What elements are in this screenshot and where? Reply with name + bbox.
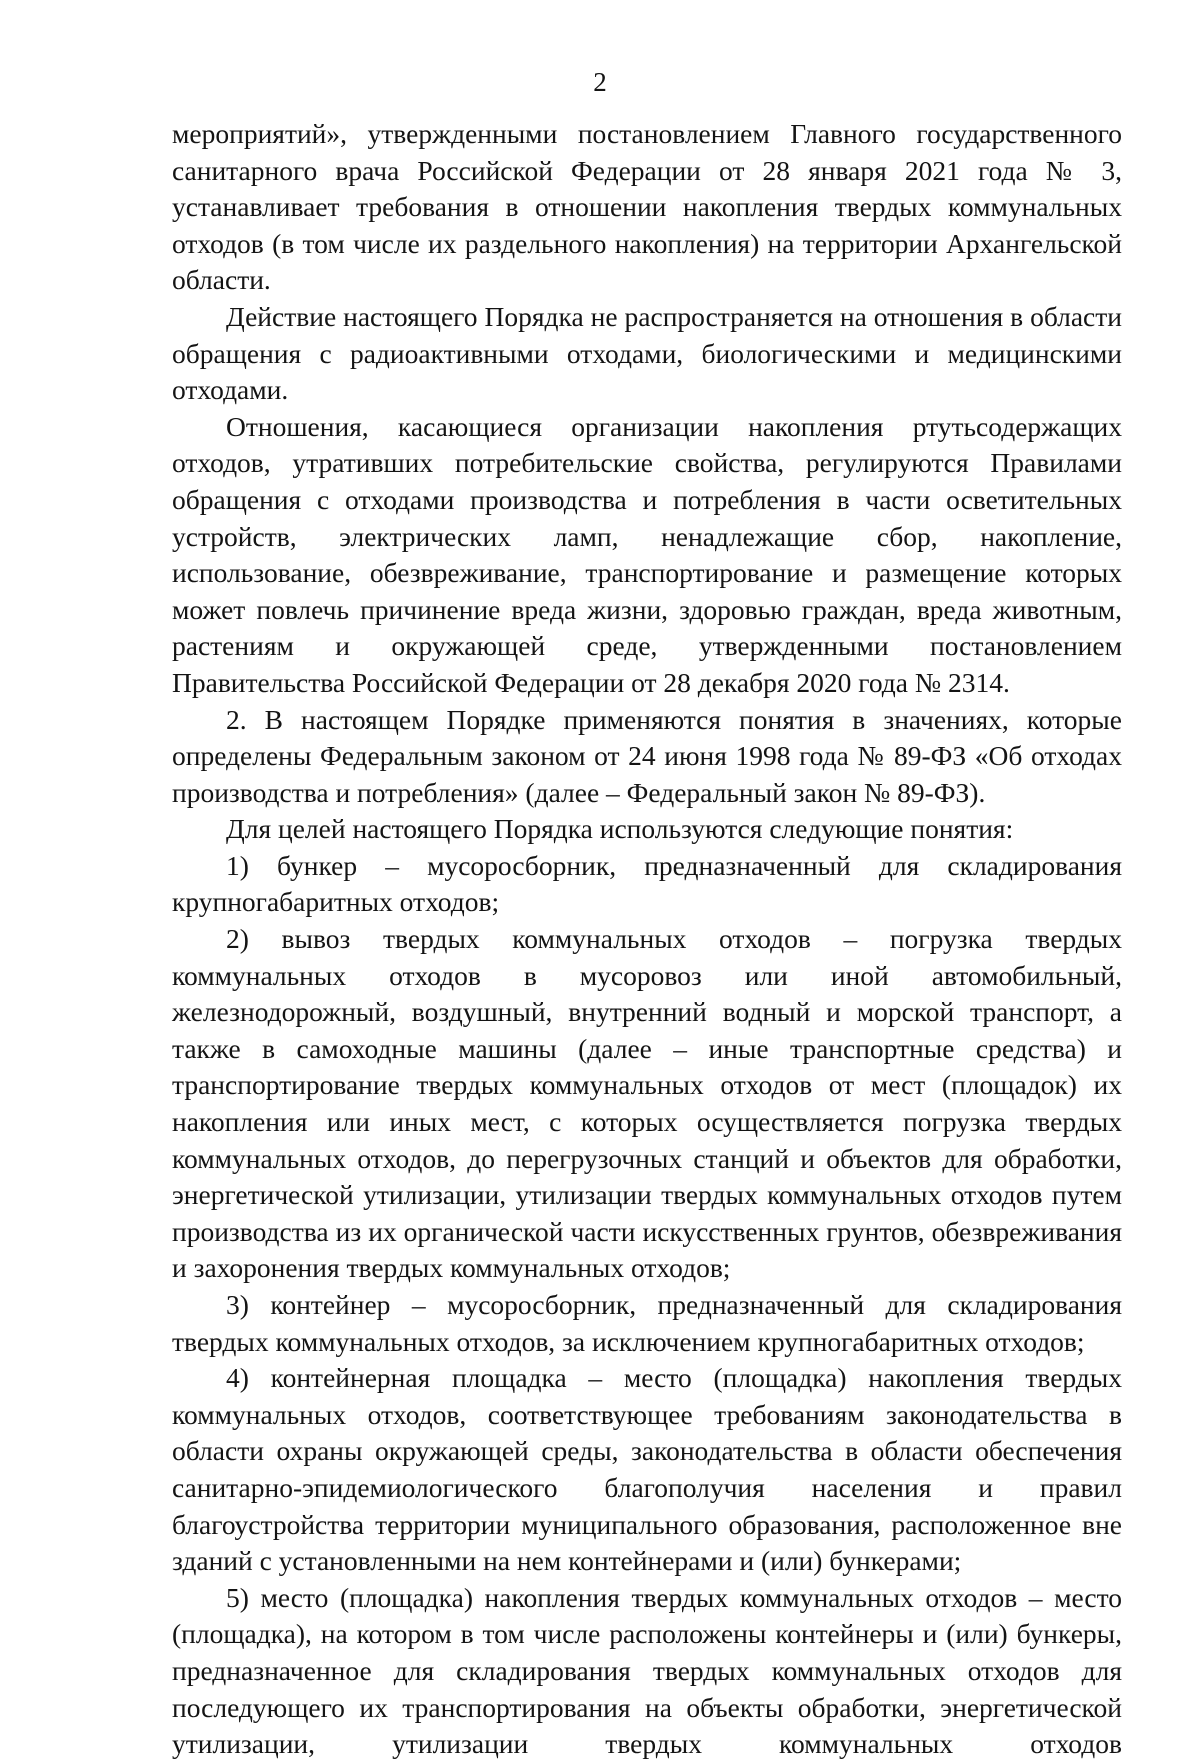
document-body [172, 116, 1122, 1763]
definition-item-1: 1) бункер – мусоросборник, предназначенный для складирования крупногабаритных отходов; [172, 849, 1122, 918]
paragraph-section-2: 2. В настоящем Порядке применяются понятия в значениях, которые определены Федеральным законом от 24 июня 1998 года № 89-ФЗ «Об отходах производства и потребления» (далее – Федеральный закон № 89-ФЗ). [172, 703, 1122, 808]
paragraph-definitions-intro: Для целей настоящего Порядка используются следующие понятия: [226, 813, 1014, 845]
definition-item-5: 5) место (площадка) накопления твердых коммунальных отходов – место (площадка), на котором в том числе расположены контейнеры и (или) бункеры, предназначенное для складирования твердых коммунальных отходов для последующего их транспортирования на объекты обработки, энергетической утилизации, утилизации твердых коммунальных отходов [172, 1581, 1122, 1760]
definition-item-2: 2) вывоз твердых коммунальных отходов – погрузка твердых коммунальных отходов в мусоровоз или иной автомобильный, железнодорожный, воздушный, внутренний водный и морской транспорт, а также в самоходные машины (далее – иные транспортные средства) и транспортирование твердых коммунальных отходов от мест (площадок) их накопления или иных мест, с которых осуществляется погрузка твердых коммунальных отходов, до перегрузочных станций и объектов для обработки, энергетической утилизации, утилизации твердых коммунальных отходов путем производства из их органической части искусственных грунтов, обезвреживания и захоронения твердых коммунальных отходов; [172, 923, 1122, 1284]
paragraph-scope-exclusion: Действие настоящего Порядка не распространяется на отношения в области обращения с радиоактивными отходами, биологическими и медицинскими отходами. [172, 300, 1122, 406]
paragraph-continuation: мероприятий», утвержденными постановлением Главного государственного санитарного врача Российской Федерации от 28 января 2021 года № 3, устанавливает требования в отношении накопления твердых коммунальных отходов (в том числе их раздельного накопления) на территории Архангельской области. [172, 118, 1122, 296]
definition-item-3: 3) контейнер – мусоросборник, предназначенный для складирования твердых коммунальных отходов, за исключением крупногабаритных отходов; [172, 1289, 1122, 1357]
page-number: 2 [593, 67, 607, 97]
paragraph-mercury-waste: Отношения, касающиеся организации накопления ртутьсодержащих отходов, утративших потребительские свойства, регулируются Правилами обращения с отходами производства и потребления в части осветительных устройств, электрических ламп, ненадлежащие сбор, накопление, использование, обезвреживание, транспортирование и размещение которых может повлечь причинение вреда жизни, здоровью граждан, вреда животным, растениям и окружающей среде, утвержденными постановлением Правительства Российской Федерации от 28 декабря 2020 года № 2314. [172, 410, 1122, 698]
definition-item-4: 4) контейнерная площадка – место (площадка) накопления твердых коммунальных отходов, соответствующее требованиям законодательства в области охраны окружающей среды, законодательства в области обеспечения санитарно-эпидемиологического благополучия населения и правил благоустройства территории муниципального образования, расположенное вне зданий с установленными на нем контейнерами и (или) бункерами; [172, 1362, 1122, 1577]
